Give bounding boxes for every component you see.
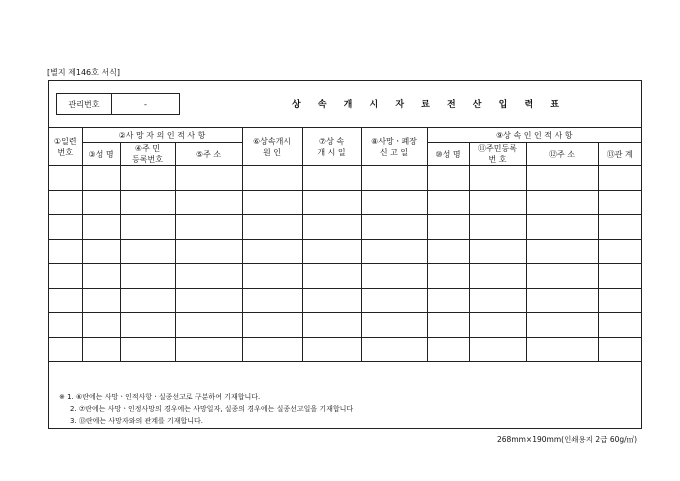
input-cell[interactable] xyxy=(82,215,120,240)
heir-resident-number-header: ⑪주민등록 번 호 xyxy=(469,143,526,166)
table-row xyxy=(49,337,641,362)
form-title: 상 속 개 시 자 료 전 산 입 력 표 xyxy=(292,100,566,110)
input-cell[interactable] xyxy=(82,288,120,313)
input-cell[interactable] xyxy=(427,239,469,264)
deceased-address-header: ⑤주 소 xyxy=(175,143,242,166)
input-cell[interactable] xyxy=(120,337,175,362)
input-cell[interactable] xyxy=(598,190,641,215)
input-cell[interactable] xyxy=(526,215,598,240)
relationship-header: ⑬관 계 xyxy=(598,143,641,166)
table-row xyxy=(49,288,641,313)
input-cell[interactable] xyxy=(302,337,361,362)
input-cell[interactable] xyxy=(526,166,598,191)
management-number-value[interactable]: - xyxy=(144,99,147,109)
input-cell[interactable] xyxy=(82,337,120,362)
input-cell[interactable] xyxy=(120,166,175,191)
input-cell[interactable] xyxy=(302,190,361,215)
input-cell[interactable] xyxy=(175,215,242,240)
input-cell[interactable] xyxy=(361,239,427,264)
management-number-label: 관리번호 xyxy=(57,94,112,114)
input-cell[interactable] xyxy=(242,239,302,264)
input-cell[interactable] xyxy=(526,239,598,264)
note-1: ※ 1. ⑥란에는 사망ㆍ인적사항ㆍ실종선고로 구분하여 기재합니다. xyxy=(59,393,261,401)
table-row xyxy=(49,313,641,338)
input-cell[interactable] xyxy=(361,166,427,191)
input-cell[interactable] xyxy=(526,313,598,338)
input-cell[interactable] xyxy=(469,215,526,240)
input-cell[interactable] xyxy=(175,264,242,289)
input-cell[interactable] xyxy=(49,190,82,215)
input-cell[interactable] xyxy=(427,288,469,313)
input-cell[interactable] xyxy=(82,190,120,215)
serial-number-header: ①일련 번호 xyxy=(49,128,82,166)
input-cell[interactable] xyxy=(469,288,526,313)
table-row xyxy=(49,239,641,264)
input-cell[interactable] xyxy=(469,264,526,289)
input-cell[interactable] xyxy=(469,239,526,264)
input-cell[interactable] xyxy=(361,288,427,313)
input-cell[interactable] xyxy=(427,215,469,240)
management-number-box xyxy=(56,93,180,115)
table-row xyxy=(49,166,641,191)
input-cell[interactable] xyxy=(49,288,82,313)
inheritance-cause-header: ⑥상속개시 원 인 xyxy=(242,128,302,166)
input-cell[interactable] xyxy=(49,264,82,289)
input-cell[interactable] xyxy=(242,264,302,289)
input-cell[interactable] xyxy=(598,337,641,362)
input-cell[interactable] xyxy=(175,313,242,338)
input-cell[interactable] xyxy=(175,190,242,215)
input-cell[interactable] xyxy=(242,313,302,338)
paper-size-note: 268mm×190mm(인쇄용지 2급 60g/㎡) xyxy=(497,435,638,444)
input-cell[interactable] xyxy=(469,337,526,362)
input-cell[interactable] xyxy=(598,239,641,264)
input-cell[interactable] xyxy=(175,239,242,264)
input-cell[interactable] xyxy=(598,166,641,191)
input-cell[interactable] xyxy=(526,337,598,362)
deceased-resident-number-header: ④주 민 등록번호 xyxy=(120,143,175,166)
table-row xyxy=(49,264,641,289)
input-cell[interactable] xyxy=(49,313,82,338)
input-cell[interactable] xyxy=(242,166,302,191)
heir-info-header: ⑨상 속 인 인 적 사 항 xyxy=(427,128,641,143)
input-cell[interactable] xyxy=(469,313,526,338)
input-cell[interactable] xyxy=(242,215,302,240)
inheritance-start-date-header: ⑦상 속 개 시 일 xyxy=(302,128,361,166)
input-cell[interactable] xyxy=(82,239,120,264)
input-cell[interactable] xyxy=(82,313,120,338)
input-cell[interactable] xyxy=(598,313,641,338)
deceased-name-header: ③성 명 xyxy=(82,143,120,166)
table-row xyxy=(49,215,641,240)
input-cell[interactable] xyxy=(598,264,641,289)
input-cell[interactable] xyxy=(242,288,302,313)
input-cell[interactable] xyxy=(49,215,82,240)
input-cell[interactable] xyxy=(120,288,175,313)
input-cell[interactable] xyxy=(427,337,469,362)
input-cell[interactable] xyxy=(49,166,82,191)
input-cell[interactable] xyxy=(526,288,598,313)
input-cell[interactable] xyxy=(120,239,175,264)
heir-address-header: ⑫주 소 xyxy=(526,143,598,166)
input-cell[interactable] xyxy=(469,190,526,215)
input-cell[interactable] xyxy=(526,264,598,289)
input-cell[interactable] xyxy=(302,215,361,240)
input-cell[interactable] xyxy=(361,313,427,338)
note-3: 3. ⑬란에는 사망자와의 관계를 기재합니다. xyxy=(70,417,203,425)
input-cell[interactable] xyxy=(175,288,242,313)
input-cell[interactable] xyxy=(598,288,641,313)
input-cell[interactable] xyxy=(82,264,120,289)
input-cell[interactable] xyxy=(427,313,469,338)
input-cell[interactable] xyxy=(302,264,361,289)
input-cell[interactable] xyxy=(427,166,469,191)
input-cell[interactable] xyxy=(120,190,175,215)
input-cell[interactable] xyxy=(302,313,361,338)
input-cell[interactable] xyxy=(175,337,242,362)
input-cell[interactable] xyxy=(242,190,302,215)
input-cell[interactable] xyxy=(302,288,361,313)
input-cell[interactable] xyxy=(175,166,242,191)
form-number: [별지 제146호 서식] xyxy=(47,68,120,77)
input-cell[interactable] xyxy=(120,215,175,240)
input-cell[interactable] xyxy=(361,190,427,215)
input-cell[interactable] xyxy=(427,190,469,215)
input-cell[interactable] xyxy=(469,166,526,191)
death-report-date-header: ⑧사망ㆍ폐장 신 고 일 xyxy=(361,128,427,166)
table-row xyxy=(49,190,641,215)
notes xyxy=(49,391,641,427)
input-cell[interactable] xyxy=(361,264,427,289)
input-cell[interactable] xyxy=(598,215,641,240)
note-2: 2. ⑦란에는 사망ㆍ인정사망의 경우에는 사망일자, 실종의 경우에는 실종선고일을 기재합니다 xyxy=(70,405,354,413)
input-cell[interactable] xyxy=(361,215,427,240)
input-form-frame xyxy=(48,80,642,429)
input-cell[interactable] xyxy=(302,166,361,191)
input-cell[interactable] xyxy=(82,166,120,191)
input-cell[interactable] xyxy=(120,264,175,289)
input-cell[interactable] xyxy=(302,239,361,264)
input-cell[interactable] xyxy=(361,337,427,362)
input-cell[interactable] xyxy=(120,313,175,338)
input-cell[interactable] xyxy=(49,239,82,264)
data-rows xyxy=(49,166,641,362)
input-table xyxy=(49,127,641,362)
input-cell[interactable] xyxy=(242,337,302,362)
input-cell[interactable] xyxy=(427,264,469,289)
input-cell[interactable] xyxy=(526,190,598,215)
input-cell[interactable] xyxy=(49,337,82,362)
deceased-info-header: ②사 망 자 의 인 적 사 항 xyxy=(82,128,242,143)
heir-name-header: ⑩성 명 xyxy=(427,143,469,166)
